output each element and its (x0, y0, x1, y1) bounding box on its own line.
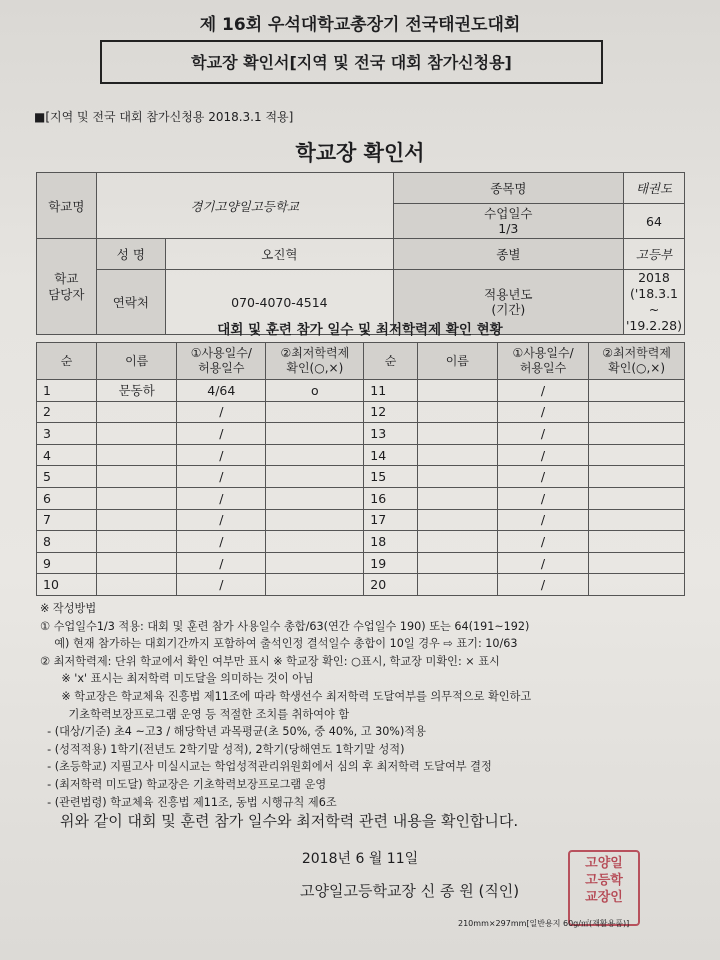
used-days: / (497, 487, 588, 509)
student-name: 문동하 (97, 380, 177, 402)
col-days-2: ①사용일수/ 허용일수 (497, 343, 588, 380)
min-academic-check (589, 509, 685, 531)
used-days: / (177, 423, 266, 445)
row-number: 12 (364, 401, 417, 423)
table-row (37, 401, 685, 423)
student-name (417, 531, 497, 553)
applied-note: ■[지역 및 전국 대회 참가신청용 2018.3.1 적용] (34, 110, 294, 124)
attendance-table (36, 342, 685, 596)
row-number: 2 (37, 401, 97, 423)
used-days: / (177, 574, 266, 596)
note-line: - (최저학력 미도달) 학교장은 기초학력보장프로그램 운영 (40, 777, 327, 791)
row-number: 15 (364, 466, 417, 488)
row-number: 13 (364, 423, 417, 445)
official-seal-stamp: 고양일 고등학 교장인 (568, 850, 640, 926)
row-number: 11 (364, 380, 417, 402)
row-number: 1 (37, 380, 97, 402)
used-days: / (177, 487, 266, 509)
table-row (37, 509, 685, 531)
note-line: - (성적적용) 1학기(전년도 2학기말 성적), 2학기(당해연도 1학기말 성적) (40, 742, 405, 756)
student-name (417, 444, 497, 466)
student-name (417, 552, 497, 574)
used-days: / (497, 552, 588, 574)
used-days: / (177, 444, 266, 466)
min-academic-check (589, 466, 685, 488)
student-name (97, 466, 177, 488)
min-academic-check (589, 552, 685, 574)
days-label: 수업일수 1/3 (393, 204, 623, 239)
row-number: 3 (37, 423, 97, 445)
note-line: 기초학력보장프로그램 운영 등 적절한 조치를 취하여야 함 (40, 707, 350, 721)
note-line: ※ 작성방법 (40, 602, 97, 615)
used-days: / (497, 444, 588, 466)
student-name (97, 444, 177, 466)
used-days: / (497, 401, 588, 423)
min-academic-check: o (266, 380, 364, 402)
used-days: / (177, 531, 266, 553)
name-label: 성 명 (96, 239, 165, 270)
used-days: 4/64 (177, 380, 266, 402)
days-value: 64 (623, 204, 684, 239)
student-name (417, 401, 497, 423)
signature-date: 2018년 6 월 11일 (301, 851, 419, 867)
col-check: ②최저학력제 확인(○,×) (266, 343, 364, 380)
min-academic-check (266, 487, 364, 509)
row-number: 6 (37, 487, 97, 509)
min-academic-check (266, 401, 364, 423)
contact-label: 연락처 (96, 270, 165, 335)
student-name (97, 531, 177, 553)
min-academic-check (266, 552, 364, 574)
row-number: 5 (37, 466, 97, 488)
principal-signature: 고양일고등학교장 신 종 원 (직인) (300, 882, 520, 900)
col-days: ①사용일수/ 허용일수 (177, 343, 266, 380)
col-num: 순 (37, 343, 97, 380)
student-name (417, 466, 497, 488)
writing-instructions (40, 600, 690, 811)
min-academic-check (589, 380, 685, 402)
note-line: - (대상/기준) 초4 ~고3 / 해당학년 과목평균(초 50%, 중 40%, 고 30%)적용 (40, 725, 426, 739)
col-name: 이름 (97, 343, 177, 380)
row-number: 9 (37, 552, 97, 574)
manager-label: 학교 담당자 (37, 239, 97, 335)
table-row (37, 531, 685, 553)
row-number: 10 (37, 574, 97, 596)
student-name (97, 574, 177, 596)
row-number: 16 (364, 487, 417, 509)
table-row (37, 423, 685, 445)
used-days: / (177, 509, 266, 531)
form-title: 학교장 확인서 (295, 141, 425, 165)
student-name (417, 574, 497, 596)
used-days: / (177, 552, 266, 574)
student-name (417, 509, 497, 531)
school-value: 경기고양일고등학교 (96, 173, 393, 239)
student-name (417, 423, 497, 445)
min-academic-check (589, 401, 685, 423)
used-days: / (497, 574, 588, 596)
student-name (97, 509, 177, 531)
sport-value: 태권도 (623, 173, 684, 204)
row-number: 7 (37, 509, 97, 531)
used-days: / (497, 423, 588, 445)
category-value: 고등부 (623, 239, 684, 270)
student-name (97, 423, 177, 445)
used-days: / (177, 401, 266, 423)
row-number: 17 (364, 509, 417, 531)
col-num-2: 순 (364, 343, 417, 380)
note-line: - (관련법령) 학교체육 진흥법 제11조, 동법 시행규칙 제6조 (40, 795, 337, 809)
sport-label: 종목명 (393, 173, 623, 204)
row-number: 8 (37, 531, 97, 553)
min-academic-check (589, 574, 685, 596)
min-academic-check (266, 574, 364, 596)
table-row (37, 444, 685, 466)
student-name (97, 401, 177, 423)
table-row (37, 552, 685, 574)
note-line: ※ 'x' 표시는 최저학력 미도달을 의미하는 것이 아님 (40, 672, 314, 686)
school-info-table (36, 172, 685, 335)
year-value: 2018 ('18.3.1 ~ '19.2.28) (623, 270, 684, 335)
min-academic-check (589, 531, 685, 553)
row-number: 18 (364, 531, 417, 553)
student-name (417, 487, 497, 509)
used-days: / (177, 466, 266, 488)
school-label: 학교명 (37, 173, 97, 239)
min-academic-check (266, 423, 364, 445)
paper-spec-note: 210mm×297mm[일반용지 60g/㎡(재활용품)] (458, 919, 630, 928)
category-label: 종별 (393, 239, 623, 270)
student-name (97, 487, 177, 509)
used-days: / (497, 466, 588, 488)
table-row (37, 466, 685, 488)
attendance-title: 대회 및 훈련 참가 일수 및 최저학력제 확인 현황 (217, 322, 503, 338)
row-number: 4 (37, 444, 97, 466)
min-academic-check (266, 444, 364, 466)
name-value: 오진혁 (166, 239, 394, 270)
document-subtitle: 학교장 확인서[지역 및 전국 대회 참가신청용] (100, 40, 603, 84)
min-academic-check (266, 466, 364, 488)
used-days: / (497, 380, 588, 402)
table-row (37, 574, 685, 596)
student-name (97, 552, 177, 574)
attendance-header-row (37, 343, 685, 380)
row-number: 20 (364, 574, 417, 596)
note-line: ※ 학교장은 학교체육 진흥법 제11조에 따라 학생선수 최저학력 도달여부를 의무적으로 확인하고 (40, 689, 532, 703)
year-label: 적용년도 (기간) (393, 270, 623, 335)
note-line: ① 수업일수1/3 적용: 대회 및 훈련 참가 사용일수 총합/63(연간 수업일수 190) 또는 64(191~192) (40, 619, 530, 633)
confirmation-statement: 위와 같이 대회 및 훈련 참가 일수와 최저학력 관련 내용을 확인합니다. (60, 812, 519, 830)
min-academic-check (589, 423, 685, 445)
col-name-2: 이름 (417, 343, 497, 380)
contact-value: 070-4070-4514 (166, 270, 394, 335)
table-row (37, 487, 685, 509)
min-academic-check (266, 509, 364, 531)
row-number: 14 (364, 444, 417, 466)
used-days: / (497, 509, 588, 531)
note-line: ② 최저학력제: 단위 학교에서 확인 여부만 표시 ※ 학교장 확인: ○표시, 학교장 미확인: × 표시 (40, 654, 500, 668)
note-line: - (초등학교) 지필고사 미실시교는 학업성적관리위원회에서 심의 후 최저학력 도달여부 결정 (40, 760, 492, 774)
min-academic-check (589, 487, 685, 509)
document-header-title: 제 16회 우석대학교총장기 전국태권도대회 (199, 15, 521, 35)
col-check-2: ②최저학력제 확인(○,×) (589, 343, 685, 380)
min-academic-check (589, 444, 685, 466)
min-academic-check (266, 531, 364, 553)
student-name (417, 380, 497, 402)
row-number: 19 (364, 552, 417, 574)
used-days: / (497, 531, 588, 553)
table-row (37, 380, 685, 402)
note-line: 예) 현재 참가하는 대회기간까지 포함하여 출석인정 결석일수 총합이 10일 경우 ⇨ 표기: 10/63 (40, 637, 518, 651)
